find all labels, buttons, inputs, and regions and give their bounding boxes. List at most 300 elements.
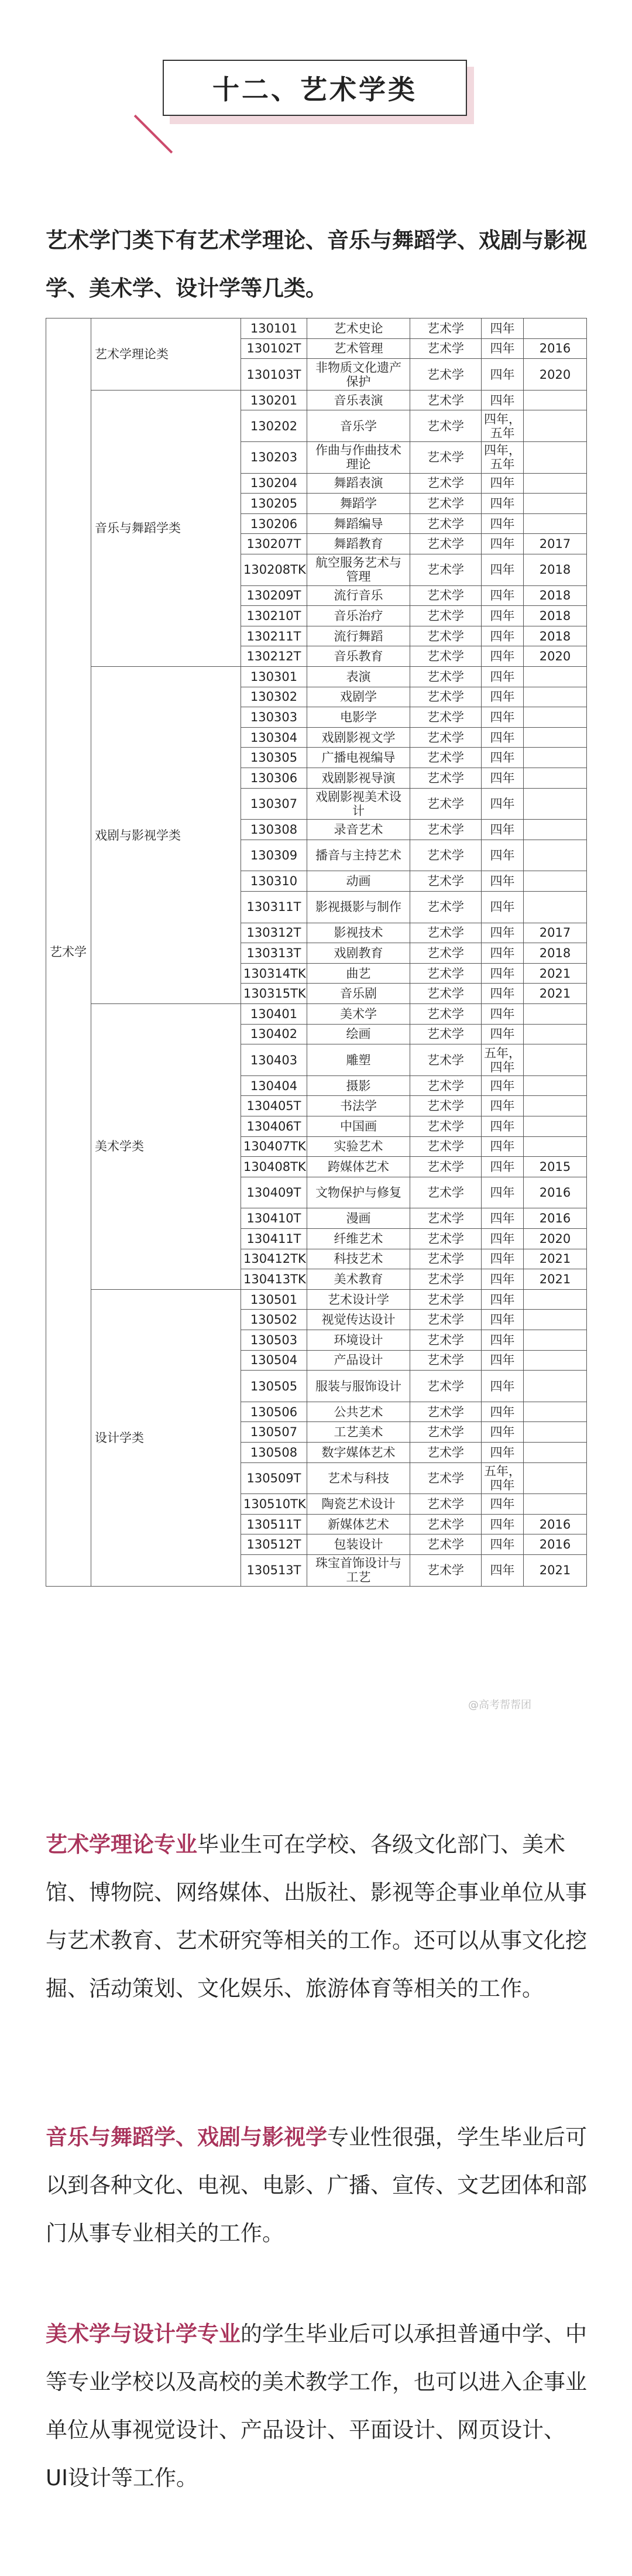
- major-code-cell: 130501: [241, 1289, 307, 1310]
- major-name-cell: 艺术设计学: [307, 1289, 410, 1310]
- degree-cell: 艺术学: [410, 788, 482, 820]
- duration-cell: 四年: [482, 554, 524, 586]
- major-code-cell: 130305: [241, 748, 307, 768]
- major-code-cell: 130103T: [241, 359, 307, 390]
- duration-cell: 四年: [482, 1514, 524, 1534]
- major-code-cell: 130403: [241, 1044, 307, 1076]
- degree-cell: 艺术学: [410, 667, 482, 687]
- degree-cell: 艺术学: [410, 1044, 482, 1076]
- duration-cell: 四年: [482, 1289, 524, 1310]
- category-cell: 戏剧与影视学类: [91, 667, 241, 1004]
- duration-cell: 四年，五年: [482, 410, 524, 442]
- degree-cell: 艺术学: [410, 410, 482, 442]
- year-added-cell: [524, 318, 587, 339]
- major-code-cell: 130309: [241, 840, 307, 871]
- degree-cell: 艺术学: [410, 1534, 482, 1555]
- category-cell: 美术学类: [91, 1004, 241, 1290]
- year-added-cell: [524, 892, 587, 923]
- paragraph-music-drama: [46, 2113, 587, 2258]
- degree-cell: 艺术学: [410, 871, 482, 892]
- year-added-cell: [524, 748, 587, 768]
- duration-cell: 五年，四年: [482, 1044, 524, 1076]
- duration-cell: 四年: [482, 1350, 524, 1371]
- paragraph-art-theory: [46, 1821, 587, 2013]
- major-name-cell: 服装与服饰设计: [307, 1371, 410, 1402]
- major-code-cell: 130301: [241, 667, 307, 687]
- year-added-cell: [524, 768, 587, 789]
- duration-cell: 四年: [482, 359, 524, 390]
- degree-cell: 艺术学: [410, 606, 482, 626]
- duration-cell: 四年: [482, 390, 524, 410]
- table-row: [46, 1289, 587, 1310]
- year-added-cell: 2021: [524, 1269, 587, 1290]
- major-code-cell: 130202: [241, 410, 307, 442]
- degree-cell: 艺术学: [410, 892, 482, 923]
- major-name-cell: 音乐治疗: [307, 606, 410, 626]
- degree-cell: 艺术学: [410, 473, 482, 494]
- duration-cell: 四年: [482, 984, 524, 1004]
- major-code-cell: 130211T: [241, 626, 307, 646]
- degree-cell: 艺术学: [410, 554, 482, 586]
- degree-cell: 艺术学: [410, 1249, 482, 1269]
- duration-cell: 四年: [482, 963, 524, 984]
- watermark: @高考帮帮团: [468, 1699, 531, 1711]
- year-added-cell: [524, 1402, 587, 1422]
- major-name-cell: 录音艺术: [307, 820, 410, 840]
- major-name-cell: 舞蹈表演: [307, 473, 410, 494]
- major-name-cell: 纤维艺术: [307, 1229, 410, 1249]
- duration-cell: 四年: [482, 1249, 524, 1269]
- table-row: [46, 390, 587, 410]
- year-added-cell: 2018: [524, 585, 587, 606]
- major-name-cell: 音乐表演: [307, 390, 410, 410]
- degree-cell: 艺术学: [410, 442, 482, 474]
- paragraph-highlight: 音乐与舞蹈学、戏剧与影视学: [46, 2125, 327, 2150]
- year-added-cell: [524, 1350, 587, 1371]
- major-name-cell: 流行舞蹈: [307, 626, 410, 646]
- major-code-cell: 130206: [241, 513, 307, 534]
- major-name-cell: 音乐教育: [307, 646, 410, 667]
- year-added-cell: [524, 410, 587, 442]
- major-code-cell: 130102T: [241, 338, 307, 359]
- degree-cell: 艺术学: [410, 1494, 482, 1515]
- duration-cell: 四年: [482, 585, 524, 606]
- degree-cell: 艺术学: [410, 338, 482, 359]
- major-name-cell: 雕塑: [307, 1044, 410, 1076]
- paragraph-highlight: 艺术学理论专业: [46, 1832, 197, 1857]
- degree-cell: 艺术学: [410, 1229, 482, 1249]
- paragraph-fine-art-design: [46, 2310, 587, 2502]
- major-code-cell: 130513T: [241, 1555, 307, 1587]
- major-name-cell: 表演: [307, 667, 410, 687]
- major-name-cell: 影视技术: [307, 923, 410, 943]
- degree-cell: 艺术学: [410, 1004, 482, 1025]
- year-added-cell: 2015: [524, 1157, 587, 1177]
- duration-cell: 四年: [482, 1371, 524, 1402]
- table-row: [46, 667, 587, 687]
- duration-cell: 四年: [482, 1024, 524, 1044]
- year-added-cell: [524, 494, 587, 514]
- major-code-cell: 130306: [241, 768, 307, 789]
- major-name-cell: 电影学: [307, 707, 410, 728]
- year-added-cell: [524, 687, 587, 707]
- paragraph-highlight: 美术学与设计学专业: [46, 2321, 241, 2347]
- duration-cell: 四年: [482, 1494, 524, 1515]
- major-name-cell: 戏剧教育: [307, 943, 410, 964]
- year-added-cell: 2016: [524, 1514, 587, 1534]
- major-code-cell: 130310: [241, 871, 307, 892]
- degree-cell: 艺术学: [410, 840, 482, 871]
- duration-cell: 四年: [482, 820, 524, 840]
- duration-cell: 四年: [482, 606, 524, 626]
- major-code-cell: 130509T: [241, 1462, 307, 1494]
- year-added-cell: 2021: [524, 963, 587, 984]
- major-code-cell: 130508: [241, 1443, 307, 1463]
- duration-cell: 五年，四年: [482, 1462, 524, 1494]
- duration-cell: 四年: [482, 1075, 524, 1096]
- title-box: [163, 60, 467, 116]
- page-title: 十二、艺术学类: [212, 74, 417, 105]
- major-name-cell: 美术教育: [307, 1269, 410, 1290]
- major-code-cell: 130502: [241, 1310, 307, 1330]
- major-name-cell: 戏剧影视导演: [307, 768, 410, 789]
- duration-cell: 四年: [482, 473, 524, 494]
- year-added-cell: [524, 1004, 587, 1025]
- duration-cell: 四年: [482, 1004, 524, 1025]
- duration-cell: 四年: [482, 1157, 524, 1177]
- major-name-cell: 艺术史论: [307, 318, 410, 339]
- table-row: [46, 1004, 587, 1025]
- duration-cell: 四年，五年: [482, 442, 524, 474]
- major-name-cell: 作曲与作曲技术理论: [307, 442, 410, 474]
- duration-cell: 四年: [482, 840, 524, 871]
- major-name-cell: 文物保护与修复: [307, 1177, 410, 1208]
- major-code-cell: 130302: [241, 687, 307, 707]
- major-name-cell: 航空服务艺术与管理: [307, 554, 410, 586]
- duration-cell: 四年: [482, 494, 524, 514]
- degree-cell: 艺术学: [410, 359, 482, 390]
- major-name-cell: 舞蹈编导: [307, 513, 410, 534]
- major-name-cell: 工艺美术: [307, 1422, 410, 1443]
- year-added-cell: 2017: [524, 534, 587, 554]
- degree-cell: 艺术学: [410, 687, 482, 707]
- major-name-cell: 广播电视编导: [307, 748, 410, 768]
- duration-cell: 四年: [482, 892, 524, 923]
- intro-text: 艺术学门类下有艺术学理论、音乐与舞蹈学、戏剧与影视学、美术学、设计学等几类。: [46, 228, 587, 301]
- year-added-cell: [524, 788, 587, 820]
- year-added-cell: [524, 727, 587, 748]
- major-code-cell: 130410T: [241, 1208, 307, 1229]
- year-added-cell: 2020: [524, 646, 587, 667]
- duration-cell: 四年: [482, 1534, 524, 1555]
- major-code-cell: 130207T: [241, 534, 307, 554]
- major-code-cell: 130307: [241, 788, 307, 820]
- degree-cell: 艺术学: [410, 748, 482, 768]
- major-code-cell: 130506: [241, 1402, 307, 1422]
- year-added-cell: 2018: [524, 626, 587, 646]
- year-added-cell: 2020: [524, 359, 587, 390]
- duration-cell: 四年: [482, 923, 524, 943]
- year-added-cell: 2020: [524, 1229, 587, 1249]
- major-name-cell: 音乐学: [307, 410, 410, 442]
- major-code-cell: 130401: [241, 1004, 307, 1025]
- major-code-cell: 130511T: [241, 1514, 307, 1534]
- major-code-cell: 130315TK: [241, 984, 307, 1004]
- degree-cell: 艺术学: [410, 1310, 482, 1330]
- major-code-cell: 130510TK: [241, 1494, 307, 1515]
- major-name-cell: 摄影: [307, 1075, 410, 1096]
- major-name-cell: 绘画: [307, 1024, 410, 1044]
- major-code-cell: 130411T: [241, 1229, 307, 1249]
- degree-cell: 艺术学: [410, 1075, 482, 1096]
- major-name-cell: 公共艺术: [307, 1402, 410, 1422]
- major-code-cell: 130405T: [241, 1096, 307, 1116]
- major-name-cell: 流行音乐: [307, 585, 410, 606]
- year-added-cell: 2021: [524, 1555, 587, 1587]
- duration-cell: 四年: [482, 513, 524, 534]
- year-added-cell: [524, 1044, 587, 1076]
- degree-cell: 艺术学: [410, 1443, 482, 1463]
- degree-cell: 艺术学: [410, 1350, 482, 1371]
- duration-cell: 四年: [482, 707, 524, 728]
- major-name-cell: 环境设计: [307, 1330, 410, 1351]
- major-code-cell: 130314TK: [241, 963, 307, 984]
- year-added-cell: [524, 707, 587, 728]
- major-name-cell: 实验艺术: [307, 1136, 410, 1157]
- major-code-cell: 130409T: [241, 1177, 307, 1208]
- degree-cell: 艺术学: [410, 984, 482, 1004]
- degree-cell: 艺术学: [410, 1289, 482, 1310]
- major-code-cell: 130311T: [241, 892, 307, 923]
- duration-cell: 四年: [482, 534, 524, 554]
- year-added-cell: 2016: [524, 1534, 587, 1555]
- degree-cell: 艺术学: [410, 534, 482, 554]
- year-added-cell: [524, 1310, 587, 1330]
- degree-cell: 艺术学: [410, 1371, 482, 1402]
- major-name-cell: 视觉传达设计: [307, 1310, 410, 1330]
- duration-cell: 四年: [482, 748, 524, 768]
- year-added-cell: [524, 840, 587, 871]
- major-code-cell: 130404: [241, 1075, 307, 1096]
- major-code-cell: 130303: [241, 707, 307, 728]
- year-added-cell: [524, 442, 587, 474]
- year-added-cell: [524, 1024, 587, 1044]
- year-added-cell: 2018: [524, 606, 587, 626]
- degree-cell: 艺术学: [410, 1177, 482, 1208]
- duration-cell: 四年: [482, 1422, 524, 1443]
- major-name-cell: 漫画: [307, 1208, 410, 1229]
- degree-cell: 艺术学: [410, 1555, 482, 1587]
- major-name-cell: 播音与主持艺术: [307, 840, 410, 871]
- duration-cell: 四年: [482, 1116, 524, 1137]
- duration-cell: 四年: [482, 1402, 524, 1422]
- major-name-cell: 数字媒体艺术: [307, 1443, 410, 1463]
- degree-cell: 艺术学: [410, 1024, 482, 1044]
- major-code-cell: 130205: [241, 494, 307, 514]
- major-name-cell: 美术学: [307, 1004, 410, 1025]
- majors-table: [46, 318, 587, 1587]
- year-added-cell: 2016: [524, 338, 587, 359]
- degree-cell: 艺术学: [410, 646, 482, 667]
- duration-cell: 四年: [482, 768, 524, 789]
- duration-cell: 四年: [482, 1310, 524, 1330]
- major-name-cell: 产品设计: [307, 1350, 410, 1371]
- degree-cell: 艺术学: [410, 318, 482, 339]
- paragraph-text: 的学生毕业后可以承担普通中学、中等专业学校以及高校的美术教学工作，也可以进入企事业单位从事视觉设计、产品设计、平面设计、网页设计、UI设计等工作。: [46, 2321, 587, 2491]
- year-added-cell: [524, 1371, 587, 1402]
- degree-cell: 艺术学: [410, 626, 482, 646]
- year-added-cell: [524, 667, 587, 687]
- duration-cell: 四年: [482, 1208, 524, 1229]
- duration-cell: 四年: [482, 1269, 524, 1290]
- degree-cell: 艺术学: [410, 727, 482, 748]
- major-name-cell: 陶瓷艺术设计: [307, 1494, 410, 1515]
- major-code-cell: 130504: [241, 1350, 307, 1371]
- year-added-cell: [524, 1422, 587, 1443]
- major-name-cell: 跨媒体艺术: [307, 1157, 410, 1177]
- paragraph-text: 毕业生可在学校、各级文化部门、美术馆、博物院、网络媒体、出版社、影视等企事业单位从事与艺术教育、艺术研究等相关的工作。还可以从事文化挖掘、活动策划、文化娱乐、旅游体育等相关的工作。: [46, 1832, 587, 2001]
- major-name-cell: 戏剧影视美术设计: [307, 788, 410, 820]
- degree-cell: 艺术学: [410, 923, 482, 943]
- degree-cell: 艺术学: [410, 1096, 482, 1116]
- major-code-cell: 130505: [241, 1371, 307, 1402]
- major-name-cell: 舞蹈学: [307, 494, 410, 514]
- major-name-cell: 珠宝首饰设计与工艺: [307, 1555, 410, 1587]
- major-code-cell: 130203: [241, 442, 307, 474]
- year-added-cell: [524, 1136, 587, 1157]
- year-added-cell: 2021: [524, 1249, 587, 1269]
- duration-cell: 四年: [482, 1330, 524, 1351]
- title-accent-bar: [134, 115, 173, 153]
- major-name-cell: 音乐剧: [307, 984, 410, 1004]
- degree-cell: 艺术学: [410, 585, 482, 606]
- duration-cell: 四年: [482, 626, 524, 646]
- major-name-cell: 影视摄影与制作: [307, 892, 410, 923]
- category-cell: 艺术学理论类: [91, 318, 241, 390]
- year-added-cell: 2018: [524, 943, 587, 964]
- duration-cell: 四年: [482, 338, 524, 359]
- degree-cell: 艺术学: [410, 1422, 482, 1443]
- major-code-cell: 130412TK: [241, 1249, 307, 1269]
- major-name-cell: 艺术与科技: [307, 1462, 410, 1494]
- year-added-cell: [524, 390, 587, 410]
- major-code-cell: 130209T: [241, 585, 307, 606]
- discipline-cell: 艺术学: [46, 318, 91, 1587]
- major-code-cell: 130408TK: [241, 1157, 307, 1177]
- duration-cell: 四年: [482, 1096, 524, 1116]
- year-added-cell: [524, 820, 587, 840]
- major-code-cell: 130507: [241, 1422, 307, 1443]
- major-code-cell: 130212T: [241, 646, 307, 667]
- year-added-cell: [524, 1462, 587, 1494]
- major-code-cell: 130312T: [241, 923, 307, 943]
- table-row: [46, 318, 587, 339]
- duration-cell: 四年: [482, 1555, 524, 1587]
- duration-cell: 四年: [482, 1229, 524, 1249]
- category-cell: 音乐与舞蹈学类: [91, 390, 241, 666]
- duration-cell: 四年: [482, 646, 524, 667]
- major-name-cell: 中国画: [307, 1116, 410, 1137]
- major-code-cell: 130313T: [241, 943, 307, 964]
- degree-cell: 艺术学: [410, 707, 482, 728]
- degree-cell: 艺术学: [410, 768, 482, 789]
- major-code-cell: 130210T: [241, 606, 307, 626]
- degree-cell: 艺术学: [410, 494, 482, 514]
- major-code-cell: 130304: [241, 727, 307, 748]
- major-code-cell: 130204: [241, 473, 307, 494]
- degree-cell: 艺术学: [410, 1116, 482, 1137]
- year-added-cell: [524, 1443, 587, 1463]
- major-name-cell: 曲艺: [307, 963, 410, 984]
- year-added-cell: [524, 1494, 587, 1515]
- duration-cell: 四年: [482, 871, 524, 892]
- year-added-cell: 2016: [524, 1177, 587, 1208]
- major-code-cell: 130413TK: [241, 1269, 307, 1290]
- duration-cell: 四年: [482, 943, 524, 964]
- duration-cell: 四年: [482, 727, 524, 748]
- major-code-cell: 130308: [241, 820, 307, 840]
- degree-cell: 艺术学: [410, 513, 482, 534]
- major-name-cell: 舞蹈教育: [307, 534, 410, 554]
- year-added-cell: [524, 473, 587, 494]
- paragraph-text: 专业性很强，学生毕业后可以到各种文化、电视、电影、广播、宣传、文艺团体和部门从事专业相关的工作。: [46, 2125, 587, 2246]
- year-added-cell: 2018: [524, 554, 587, 586]
- major-name-cell: 科技艺术: [307, 1249, 410, 1269]
- year-added-cell: [524, 1096, 587, 1116]
- degree-cell: 艺术学: [410, 390, 482, 410]
- degree-cell: 艺术学: [410, 820, 482, 840]
- duration-cell: 四年: [482, 1177, 524, 1208]
- year-added-cell: [524, 1116, 587, 1137]
- major-name-cell: 动画: [307, 871, 410, 892]
- year-added-cell: 2021: [524, 984, 587, 1004]
- degree-cell: 艺术学: [410, 1462, 482, 1494]
- degree-cell: 艺术学: [410, 1157, 482, 1177]
- degree-cell: 艺术学: [410, 1136, 482, 1157]
- major-name-cell: 戏剧影视文学: [307, 727, 410, 748]
- major-code-cell: 130101: [241, 318, 307, 339]
- major-code-cell: 130512T: [241, 1534, 307, 1555]
- degree-cell: 艺术学: [410, 1402, 482, 1422]
- major-code-cell: 130503: [241, 1330, 307, 1351]
- major-name-cell: 新媒体艺术: [307, 1514, 410, 1534]
- section-title: [163, 60, 469, 118]
- major-code-cell: 130406T: [241, 1116, 307, 1137]
- year-added-cell: [524, 1075, 587, 1096]
- duration-cell: 四年: [482, 1136, 524, 1157]
- category-cell: 设计学类: [91, 1289, 241, 1586]
- major-code-cell: 130402: [241, 1024, 307, 1044]
- major-name-cell: 书法学: [307, 1096, 410, 1116]
- degree-cell: 艺术学: [410, 943, 482, 964]
- major-name-cell: 戏剧学: [307, 687, 410, 707]
- degree-cell: 艺术学: [410, 1514, 482, 1534]
- degree-cell: 艺术学: [410, 1330, 482, 1351]
- duration-cell: 四年: [482, 318, 524, 339]
- degree-cell: 艺术学: [410, 963, 482, 984]
- duration-cell: 四年: [482, 1443, 524, 1463]
- degree-cell: 艺术学: [410, 1208, 482, 1229]
- major-name-cell: 艺术管理: [307, 338, 410, 359]
- degree-cell: 艺术学: [410, 1269, 482, 1290]
- major-code-cell: 130201: [241, 390, 307, 410]
- year-added-cell: 2017: [524, 923, 587, 943]
- major-name-cell: 包装设计: [307, 1534, 410, 1555]
- major-name-cell: 非物质文化遗产保护: [307, 359, 410, 390]
- year-added-cell: [524, 513, 587, 534]
- year-added-cell: [524, 1330, 587, 1351]
- major-code-cell: 130208TK: [241, 554, 307, 586]
